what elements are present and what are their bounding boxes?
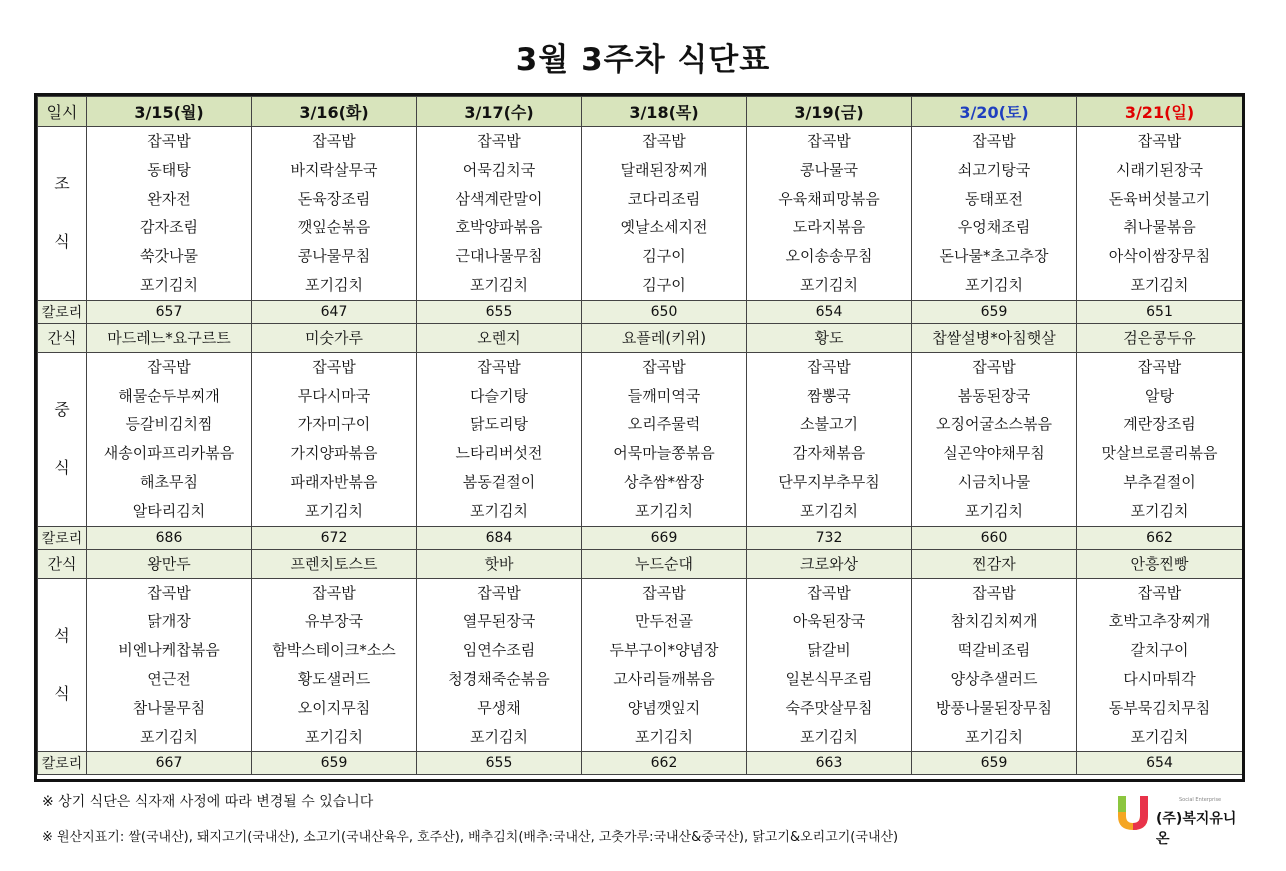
breakfast-calorie-fri: 654 [747,300,912,323]
dinner-label-bottom: 식 [54,683,70,703]
menu-item: 동태탕 [147,160,191,179]
breakfast-label-top: 조 [54,174,70,194]
menu-item: 콩나물국 [800,160,858,179]
menu-item: 알타리김치 [132,501,206,520]
menu-item: 방풍나물된장무침 [936,698,1052,717]
menu-item: 다슬기탕 [470,386,528,405]
menu-item: 옛날소세지전 [620,218,708,237]
menu-item: 가지양파볶음 [290,444,378,463]
menu-item: 잡곡밥 [147,583,191,602]
menu-item: 다시마튀각 [1123,669,1196,688]
lunch-calorie-wed: 684 [417,526,582,549]
menu-item: 느타리버섯전 [455,444,543,463]
day-header-sun: 3/21(일) [1077,97,1243,127]
menu-item: 알탕 [1145,386,1174,405]
day-header-mon: 3/15(월) [87,97,252,127]
menu-item: 파래자반볶음 [290,472,378,491]
menu-item: 무생채 [477,698,521,717]
dinner-calorie-sun: 654 [1077,752,1243,775]
menu-item: 동태포전 [965,189,1023,208]
snack1-sun: 검은콩두유 [1077,323,1243,352]
menu-item: 단무지부추무침 [778,472,880,491]
menu-item: 포기김치 [1130,275,1189,294]
menu-item: 등갈비김치찜 [125,415,213,434]
menu-item: 청경채죽순볶음 [448,669,550,688]
menu-item: 어묵김치국 [462,160,536,179]
calorie-label: 칼로리 [38,300,87,323]
menu-item: 근대나물무침 [455,247,543,266]
menu-item: 완자전 [147,189,191,208]
dinner-calorie-fri: 663 [747,752,912,775]
menu-item: 오징어굴소스볶음 [936,415,1052,434]
menu-item: 닭갈비 [807,641,851,660]
menu-item: 양념깻잎지 [627,698,701,717]
menu-item: 돈육장조림 [297,189,371,208]
menu-item: 열무된장국 [462,612,536,631]
snack1-thu: 요플레(키위) [582,323,747,352]
menu-item: 오이송송무침 [785,247,873,266]
menu-item: 짬뽕국 [807,386,851,405]
snack1-sat: 찹쌀설병*아침햇살 [912,323,1077,352]
menu-item: 쑥갓나물 [140,247,198,266]
dinner-calorie-thu: 662 [582,752,747,775]
menu-item: 참나물무침 [132,698,206,717]
menu-item: 도라지볶음 [792,218,866,237]
menu-item: 깻잎순볶음 [297,218,371,237]
day-header-wed: 3/17(수) [417,97,582,127]
menu-item: 포기김치 [470,275,528,294]
menu-item: 소불고기 [800,415,858,434]
menu-item: 해물순두부찌개 [118,386,220,405]
menu-item: 잡곡밥 [972,583,1016,602]
menu-item: 취나물볶음 [1123,218,1196,237]
menu-item: 상추쌈*쌈장 [624,472,704,491]
menu-item: 돈육버섯불고기 [1108,189,1211,208]
dinner-calorie-wed: 655 [417,752,582,775]
menu-item: 삼색계란말이 [455,189,543,208]
menu-item: 포기김치 [800,275,858,294]
menu-item: 잡곡밥 [807,583,851,602]
menu-item: 잡곡밥 [642,583,686,602]
menu-item: 시래기된장국 [1116,160,1203,179]
menu-item: 고사리들깨볶음 [613,669,715,688]
menu-item: 포기김치 [800,501,858,520]
menu-item: 잡곡밥 [312,583,356,602]
menu-item: 콩나물무침 [297,247,371,266]
logo-company-name: (주)복지유니온 [1156,811,1237,847]
menu-item: 잡곡밥 [807,132,851,150]
menu-item: 잡곡밥 [477,357,521,376]
menu-item: 숙주맛살무침 [785,698,873,717]
snack2-thu: 누드순대 [582,549,747,578]
breakfast-calorie-sat: 659 [912,300,1077,323]
menu-item: 우엉채조림 [957,218,1031,237]
menu-item: 새송이파프리카볶음 [103,444,235,463]
menu-item: 연근전 [147,669,191,688]
menu-item: 아욱된장국 [792,612,866,631]
menu-item: 포기김치 [635,727,693,746]
breakfast-calorie-tue: 647 [252,300,417,323]
menu-item: 닭개장 [147,612,191,631]
snack2-mon: 왕만두 [87,549,252,578]
breakfast-label-bottom: 식 [54,232,70,252]
calorie-label: 칼로리 [38,526,87,549]
menu-item: 쇠고기탕국 [957,160,1031,179]
menu-item: 맛살브로콜리볶음 [1101,444,1218,463]
menu-item: 돈나물*초고추장 [939,247,1049,266]
lunch-calorie-sun: 662 [1077,526,1243,549]
menu-item: 잡곡밥 [477,583,521,602]
menu-item: 달래된장찌개 [620,160,708,179]
menu-item: 가자미구이 [297,415,371,434]
menu-item: 포기김치 [470,727,528,746]
menu-item: 잡곡밥 [642,357,686,376]
menu-item: 동부묵김치무침 [1108,698,1211,717]
menu-item: 계란장조림 [1123,415,1196,434]
menu-item: 어묵마늘쫑볶음 [613,444,715,463]
lunch-label-bottom: 식 [54,458,70,478]
breakfast-calorie-wed: 655 [417,300,582,323]
menu-item: 잡곡밥 [972,357,1016,376]
page-title: 3월 3주차 식단표 [515,42,771,78]
menu-item: 만두전골 [635,612,693,631]
menu-item: 해초무침 [140,472,198,491]
menu-item: 포기김치 [965,501,1023,520]
breakfast-calorie-thu: 650 [582,300,747,323]
day-header-thu: 3/18(목) [582,97,747,127]
note-origin: ※ 원산지표기: 쌀(국내산), 돼지고기(국내산), 소고기(국내산육우, 호주산), 배추김치(배추:국내산, 고춧가루:국내산&중국산), 닭고기&오리고기(국내산) [42,830,899,845]
lunch-calorie-mon: 686 [87,526,252,549]
menu-item: 잡곡밥 [312,132,356,150]
menu-item: 포기김치 [635,501,693,520]
logo-u-icon [1114,792,1152,834]
day-header-tue: 3/16(화) [252,97,417,127]
menu-item: 잡곡밥 [807,357,851,376]
menu-item: 포기김치 [305,275,363,294]
menu-item: 포기김치 [1130,727,1189,746]
menu-item: 감자조림 [140,218,198,237]
lunch-label-top: 중 [54,400,70,420]
dinner-calorie-sat: 659 [912,752,1077,775]
menu-item: 두부구이*양념장 [609,641,719,660]
menu-item: 김구이 [642,275,686,294]
menu-item: 양상추샐러드 [950,669,1038,688]
menu-item: 아삭이쌈장무침 [1108,247,1211,266]
menu-item: 시금치나물 [957,472,1031,491]
menu-item: 포기김치 [305,501,363,520]
menu-item: 포기김치 [470,501,528,520]
snack-label: 간식 [38,323,87,352]
menu-item: 오리주물럭 [627,415,701,434]
lunch-calorie-thu: 669 [582,526,747,549]
date-label: 일시 [38,97,87,127]
menu-item: 오이지무침 [297,698,371,717]
menu-item: 봄동된장국 [957,386,1031,405]
dinner-calorie-mon: 667 [87,752,252,775]
snack1-mon: 마드레느*요구르트 [87,323,252,352]
company-logo [1114,792,1238,847]
menu-item: 코다리조림 [627,189,701,208]
menu-item: 포기김치 [965,727,1023,746]
dinner-label-top: 석 [54,625,70,645]
snack2-sat: 찐감자 [912,549,1077,578]
menu-item: 봄동겉절이 [462,472,536,491]
menu-item: 호박양파볶음 [455,218,543,237]
dinner-calorie-tue: 659 [252,752,417,775]
day-header-fri: 3/19(금) [747,97,912,127]
menu-item: 부추겉절이 [1123,472,1196,491]
menu-item: 무다시마국 [297,386,371,405]
menu-item: 잡곡밥 [147,357,191,376]
calorie-label: 칼로리 [38,752,87,775]
menu-item: 포기김치 [140,275,198,294]
menu-item: 바지락살무국 [290,160,378,179]
menu-item: 들깨미역국 [627,386,701,405]
menu-item: 잡곡밥 [972,132,1016,150]
menu-item: 포기김치 [800,727,858,746]
menu-item: 김구이 [642,247,686,266]
snack2-fri: 크로와상 [747,549,912,578]
menu-item: 황도샐러드 [297,669,371,688]
menu-item: 잡곡밥 [147,132,191,150]
lunch-calorie-sat: 660 [912,526,1077,549]
menu-item: 참치김치찌개 [950,612,1038,631]
day-header-sat: 3/20(토) [912,97,1077,127]
menu-item: 잡곡밥 [1137,357,1182,376]
snack1-tue: 미숫가루 [252,323,417,352]
menu-item: 갈치구이 [1130,641,1189,660]
menu-item: 떡갈비조림 [957,641,1031,660]
snack1-wed: 오렌지 [417,323,582,352]
snack1-fri: 황도 [747,323,912,352]
menu-item: 잡곡밥 [1137,583,1182,602]
snack2-sun: 안흥찐빵 [1077,549,1243,578]
logo-tagline: Social Enterprise [1179,797,1222,803]
breakfast-calorie-mon: 657 [87,300,252,323]
menu-item: 우육채피망볶음 [778,189,880,208]
menu-item: 함박스테이크*소스 [272,641,396,660]
menu-item: 실곤약야채무침 [943,444,1045,463]
menu-item: 감자채볶음 [792,444,866,463]
menu-item: 유부장국 [305,612,363,631]
snack2-wed: 핫바 [417,549,582,578]
menu-item: 포기김치 [965,275,1023,294]
menu-item: 잡곡밥 [312,357,356,376]
menu-item: 임연수조림 [462,641,536,660]
menu-item: 잡곡밥 [1137,132,1182,150]
lunch-calorie-fri: 732 [747,526,912,549]
lunch-calorie-tue: 672 [252,526,417,549]
menu-item: 포기김치 [140,727,198,746]
menu-item: 잡곡밥 [477,132,521,150]
note-change: ※ 상기 식단은 식자재 사정에 따라 변경될 수 있습니다 [42,794,374,810]
menu-item: 호박고추장찌개 [1108,612,1211,631]
breakfast-calorie-sun: 651 [1077,300,1243,323]
snack2-tue: 프렌치토스트 [252,549,417,578]
menu-item: 비엔나케찹볶음 [118,641,220,660]
menu-item: 포기김치 [305,727,363,746]
table-frame [34,93,1245,782]
snack-label: 간식 [38,549,87,578]
menu-item: 닭도리탕 [470,415,528,434]
menu-item: 포기김치 [1130,501,1189,520]
menu-item: 일본식무조림 [785,669,873,688]
menu-item: 잡곡밥 [642,132,686,150]
